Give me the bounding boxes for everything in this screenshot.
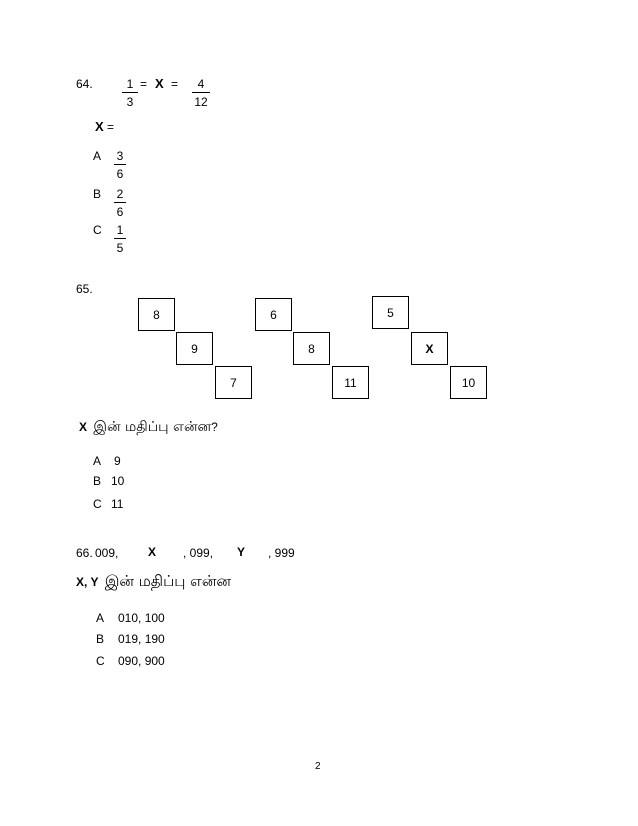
q65-box: 5 bbox=[372, 296, 409, 329]
q65-box: 11 bbox=[332, 366, 369, 399]
q65-question-var: X bbox=[79, 420, 88, 434]
q65-box: 8 bbox=[293, 332, 330, 365]
q66-option-c-value: 090, 900 bbox=[118, 654, 165, 668]
q66-option-b-letter: B bbox=[96, 632, 105, 646]
q66-question-vars: X, Y bbox=[76, 575, 99, 589]
q64-fraction-right bbox=[192, 78, 210, 108]
q64-option-a-fraction bbox=[114, 150, 126, 180]
q66-seq-1: 009, bbox=[95, 546, 119, 560]
q64-equals-2: = bbox=[171, 77, 179, 91]
q64-equals-1: = bbox=[140, 77, 148, 91]
q64-option-a-num: 3 bbox=[114, 150, 126, 165]
q64-option-a-den: 6 bbox=[116, 167, 124, 181]
q66-option-c-letter: C bbox=[96, 654, 105, 668]
q66-number: 66. bbox=[76, 546, 93, 560]
q64-fraction-left-den: 3 bbox=[126, 95, 134, 109]
q64-option-a-letter: A bbox=[93, 149, 102, 163]
q65-box: 8 bbox=[138, 298, 175, 331]
q65-box-unknown: X bbox=[411, 332, 448, 365]
q66-question-tamil: இன் மதிப்பு என்ன bbox=[104, 572, 231, 590]
q65-option-b-letter: B bbox=[93, 474, 102, 488]
q66-option-a-value: 010, 100 bbox=[118, 611, 165, 625]
q64-fraction-right-num: 4 bbox=[192, 78, 210, 93]
q65-option-c-value: 11 bbox=[111, 497, 124, 511]
q64-option-c-num: 1 bbox=[114, 224, 126, 239]
q65-box: 10 bbox=[450, 366, 487, 399]
q64-option-b-letter: B bbox=[93, 187, 102, 201]
q65-box: 6 bbox=[255, 298, 292, 331]
q65-option-c-letter: C bbox=[93, 497, 102, 511]
q64-option-c-fraction bbox=[114, 224, 126, 254]
q64-x-label: X bbox=[95, 119, 104, 134]
q64-fraction-left bbox=[122, 78, 138, 108]
q65-option-b-value: 10 bbox=[111, 474, 125, 488]
q65-question-tamil: இன் மதிப்பு என்ன bbox=[93, 419, 212, 435]
q64-option-b-fraction bbox=[114, 188, 126, 218]
q64-option-c-den: 5 bbox=[116, 241, 124, 255]
q64-number: 64. bbox=[76, 77, 93, 91]
q66-question bbox=[76, 574, 231, 589]
q66-seq-2: , 099, bbox=[183, 546, 214, 560]
q64-x-equals: = bbox=[107, 120, 115, 134]
q65-option-a-letter: A bbox=[93, 454, 102, 468]
q64-variable-x: X bbox=[155, 76, 164, 91]
q65-question-mark: ? bbox=[211, 420, 218, 434]
q65-number: 65. bbox=[76, 282, 93, 296]
q64-option-b-num: 2 bbox=[114, 188, 126, 203]
q66-seq-y: Y bbox=[237, 545, 246, 559]
q64-fraction-right-den: 12 bbox=[194, 95, 208, 109]
q66-seq-3: , 999 bbox=[268, 546, 295, 560]
q66-option-a-letter: A bbox=[96, 611, 105, 625]
q65-box: 7 bbox=[215, 366, 252, 399]
q65-option-a-value: 9 bbox=[114, 454, 121, 468]
q65-box: 9 bbox=[176, 332, 213, 365]
q64-option-c-letter: C bbox=[93, 223, 102, 237]
page-number: 2 bbox=[315, 761, 321, 772]
q66-option-b-value: 019, 190 bbox=[118, 632, 165, 646]
q64-fraction-left-num: 1 bbox=[122, 78, 138, 93]
q65-question bbox=[79, 420, 218, 434]
q64-option-b-den: 6 bbox=[116, 205, 124, 219]
q66-seq-x: X bbox=[148, 545, 157, 559]
